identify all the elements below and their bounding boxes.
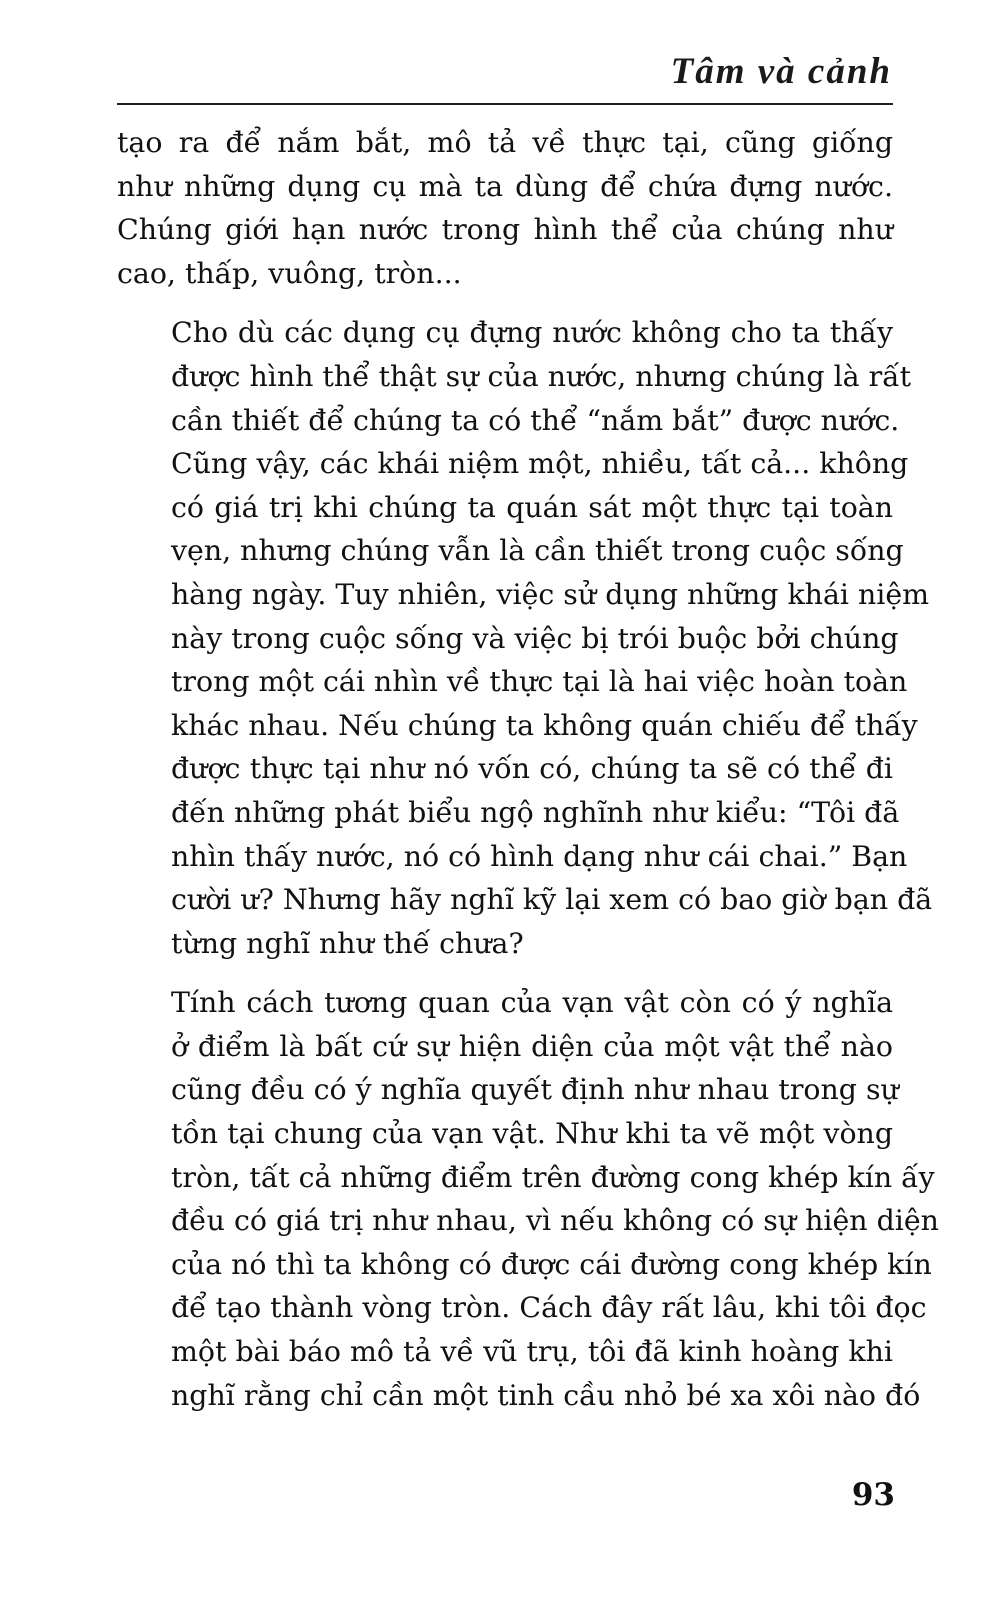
text-line: tạo ra để nắm bắt, mô tả về thực tại, cũng giống (117, 126, 893, 159)
text-line: như những dụng cụ mà ta dùng để chứa đựng nước. (117, 169, 893, 203)
text-line: ở điểm là bất cứ sự hiện diện của một vật thể nào (171, 1029, 893, 1063)
text-line: được hình thể thật sự của nước, nhưng chúng là rất (171, 359, 912, 393)
text-line: vẹn, nhưng chúng vẫn là cần thiết trong cuộc sống (171, 534, 904, 568)
text-line: Cho dù các dụng cụ đựng nước không cho ta thấy (171, 316, 893, 350)
paragraph-2 (117, 311, 933, 965)
text-line: Tính cách tương quan của vạn vật còn có ý nghĩa (171, 986, 893, 1020)
text-line: nghĩ rằng chỉ cần một tinh cầu nhỏ bé xa xôi nào đó (171, 1378, 921, 1412)
text-line: của nó thì ta không có được cái đường cong khép kín (171, 1247, 932, 1281)
text-line: được thực tại như nó vốn có, chúng ta sẽ có thể đi (171, 752, 893, 786)
text-line: Cũng vậy, các khái niệm một, nhiều, tất cả... không (171, 447, 909, 481)
paragraph-1 (117, 121, 893, 295)
body-text (117, 121, 939, 1417)
text-line: cần thiết để chúng ta có thể “nắm bắt” được nước. (171, 403, 900, 437)
text-line: từng nghĩ như thế chưa? (171, 926, 524, 960)
text-line: hàng ngày. Tuy nhiên, việc sử dụng những khái niệm (171, 577, 930, 611)
paragraph-3 (117, 981, 939, 1417)
text-line: cười ư? Nhưng hãy nghĩ kỹ lại xem có bao giờ bạn đã (171, 883, 933, 917)
page-number: 93 (851, 1477, 895, 1513)
running-header-title: Tâm và cảnh (670, 51, 892, 92)
text-line: trong một cái nhìn về thực tại là hai việc hoàn toàn (171, 665, 908, 699)
text-line: tồn tại chung của vạn vật. Như khi ta vẽ một vòng (171, 1117, 893, 1151)
text-line: đến những phát biểu ngộ nghĩnh như kiểu: “Tôi đã (171, 795, 900, 829)
text-line: khác nhau. Nếu chúng ta không quán chiếu để thấy (171, 708, 918, 742)
text-line: để tạo thành vòng tròn. Cách đây rất lâu, khi tôi đọc (171, 1291, 927, 1325)
text-line: một bài báo mô tả về vũ trụ, tôi đã kinh hoàng khi (171, 1335, 893, 1369)
text-line: nhìn thấy nước, nó có hình dạng như cái chai.” Bạn (171, 839, 908, 873)
text-line: cao, thấp, vuông, tròn... (117, 256, 462, 290)
header-divider (117, 103, 893, 105)
text-line: cũng đều có ý nghĩa quyết định như nhau trong sự (171, 1073, 899, 1107)
text-line: có giá trị khi chúng ta quán sát một thực tại toàn (171, 490, 893, 524)
text-line: Chúng giới hạn nước trong hình thể của chúng như (117, 213, 893, 247)
text-line: tròn, tất cả những điểm trên đường cong khép kín ấy (171, 1160, 935, 1194)
text-line: đều có giá trị như nhau, vì nếu không có sự hiện diện (171, 1204, 939, 1238)
text-line: này trong cuộc sống và việc bị trói buộc bởi chúng (171, 621, 899, 655)
